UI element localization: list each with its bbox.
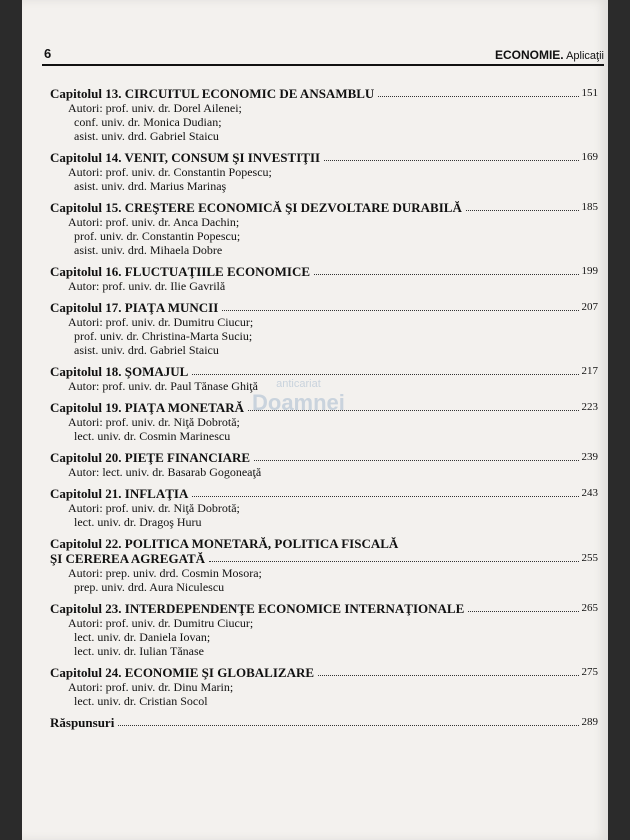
toc-entry-title: Capitolul 18. ŞOMAJUL	[50, 364, 189, 379]
toc-entry-title-row	[50, 601, 598, 616]
toc-entry-title-row	[50, 364, 598, 379]
toc-entry-author: asist. univ. drd. Gabriel Staicu	[74, 129, 219, 143]
toc-entry-title: Capitolul 24. ECONOMIE ŞI GLOBALIZARE	[50, 665, 315, 680]
dot-leader	[209, 561, 578, 562]
toc-entry-author: Autori: prof. univ. dr. Dorel Ailenei;	[68, 101, 242, 115]
watermark-line1: anticariat	[276, 378, 321, 390]
toc-entry-author: Autor: lect. univ. dr. Basarab Gogoneaţă	[68, 465, 262, 479]
toc-entry-page: 239	[581, 451, 598, 463]
toc-entry-title-row	[50, 486, 598, 501]
toc-entry-title-row	[50, 715, 598, 730]
toc-entry-author: Autori: prof. univ. dr. Niţă Dobrotă;	[68, 415, 240, 429]
toc-entry	[50, 264, 598, 293]
toc-entry-author: Autori: prof. univ. dr. Dumitru Ciucur;	[68, 616, 254, 630]
toc-entry-page: 151	[581, 87, 598, 99]
toc-entry	[50, 665, 598, 708]
toc-entry-author: asist. univ. drd. Gabriel Staicu	[74, 343, 219, 357]
toc-entry-page: 289	[581, 716, 598, 728]
toc-entry-title-row	[50, 264, 598, 279]
toc-entry-author: Autori: prep. univ. drd. Cosmin Mosora;	[68, 566, 262, 580]
toc-entry-author: lect. univ. dr. Daniela Iovan;	[74, 630, 211, 644]
toc-entry-author: Autori: prof. univ. dr. Niţă Dobrotă;	[68, 501, 240, 515]
toc-entry	[50, 86, 598, 143]
toc-entry-page: 217	[581, 365, 598, 377]
dot-leader	[118, 725, 578, 726]
table-of-contents	[50, 86, 598, 737]
book-page	[22, 0, 608, 840]
toc-entry-title-row	[50, 300, 598, 315]
dot-leader	[468, 611, 578, 612]
toc-entry-title: Capitolul 21. INFLAŢIA	[50, 486, 189, 501]
book-title-subtitle: Aplicaţii	[563, 50, 604, 62]
toc-entry-page: 255	[581, 552, 598, 564]
toc-entry-author: asist. univ. drd. Mihaela Dobre	[74, 243, 223, 257]
toc-entry-author: conf. univ. dr. Monica Dudian;	[74, 115, 222, 129]
toc-entry-title: Capitolul 23. INTERDEPENDENŢE ECONOMICE INTERNAŢIONALE	[50, 601, 465, 616]
toc-entry-page: 243	[581, 487, 598, 499]
toc-entry	[50, 715, 598, 730]
toc-entry-author: Autori: prof. univ. dr. Anca Dachin;	[68, 215, 240, 229]
toc-entry-page: 223	[581, 401, 598, 413]
toc-entry-author: lect. univ. dr. Cosmin Marinescu	[74, 429, 231, 443]
page-number: 6	[44, 46, 52, 61]
toc-entry-author: lect. univ. dr. Iulian Tănase	[74, 644, 204, 658]
dot-leader	[248, 410, 578, 411]
toc-entry-author: Autori: prof. univ. dr. Dumitru Ciucur;	[68, 315, 254, 329]
dot-leader	[318, 675, 578, 676]
toc-entry-title-row	[50, 665, 598, 680]
dot-leader	[314, 274, 578, 275]
toc-entry	[50, 450, 598, 479]
watermark-line2: Doamnei	[252, 390, 345, 415]
toc-entry-author: prep. univ. drd. Aura Niculescu	[74, 580, 225, 594]
toc-entry-page: 199	[581, 265, 598, 277]
toc-entry	[50, 486, 598, 529]
dot-leader	[192, 496, 578, 497]
toc-entry-author: prof. univ. dr. Christina-Marta Suciu;	[74, 329, 253, 343]
toc-entry-title: Capitolul 17. PIAŢA MUNCII	[50, 300, 219, 315]
toc-entry-title-row	[50, 150, 598, 165]
toc-entry-title-row	[50, 200, 598, 215]
toc-entry-page: 275	[581, 666, 598, 678]
dot-leader	[378, 96, 578, 97]
toc-entry-title: Capitolul 14. VENIT, CONSUM ŞI INVESTIŢII	[50, 150, 321, 165]
toc-entry	[50, 536, 598, 594]
toc-entry-title: Capitolul 19. PIAŢA MONETARĂ	[50, 400, 245, 415]
toc-entry-title: Capitolul 20. PIEŢE FINANCIARE	[50, 450, 251, 465]
toc-entry-author: Autor: prof. univ. dr. Ilie Gavrilă	[68, 279, 226, 293]
toc-entry-title: Răspunsuri	[50, 715, 115, 730]
dot-leader	[324, 160, 578, 161]
dot-leader	[222, 310, 578, 311]
toc-entry-author: Autori: prof. univ. dr. Dinu Marin;	[68, 680, 234, 694]
book-title	[495, 48, 604, 62]
toc-entry-author: Autor: prof. univ. dr. Paul Tănase Ghiţă	[68, 379, 258, 393]
toc-entry-title: Capitolul 15. CREŞTERE ECONOMICĂ ŞI DEZVOLTARE DURABILĂ	[50, 200, 462, 215]
toc-entry-author: lect. univ. dr. Cristian Socol	[74, 694, 208, 708]
toc-entry	[50, 400, 598, 443]
toc-entry	[50, 200, 598, 257]
toc-entry-title: Capitolul 13. CIRCUITUL ECONOMIC DE ANSAMBLU	[50, 86, 375, 101]
dot-leader	[192, 374, 578, 375]
dot-leader	[254, 460, 578, 461]
toc-entry-page: 185	[581, 201, 598, 213]
toc-entry-author: prof. univ. dr. Constantin Popescu;	[74, 229, 241, 243]
dot-leader	[466, 210, 579, 211]
toc-entry-author: asist. univ. drd. Marius Marinaş	[74, 179, 227, 193]
toc-entry	[50, 601, 598, 658]
toc-entry-author: Autori: prof. univ. dr. Constantin Popescu;	[68, 165, 272, 179]
toc-entry-title-row	[50, 86, 598, 101]
toc-entry	[50, 150, 598, 193]
toc-entry-title-line1: Capitolul 22. POLITICA MONETARĂ, POLITICA FISCALĂ	[50, 536, 399, 551]
toc-entry-title-row	[50, 551, 598, 566]
toc-entry-title-row	[50, 450, 598, 465]
toc-entry	[50, 364, 598, 393]
toc-entry-page: 169	[581, 151, 598, 163]
toc-entry-title-row	[50, 400, 598, 415]
toc-entry-author: lect. univ. dr. Dragoş Huru	[74, 515, 202, 529]
toc-entry-title: ŞI CEREREA AGREGATĂ	[50, 551, 206, 566]
toc-entry	[50, 300, 598, 357]
toc-entry-page: 265	[581, 602, 598, 614]
toc-entry-page: 207	[581, 301, 598, 313]
book-title-main: ECONOMIE.	[494, 48, 564, 62]
page-header	[42, 44, 604, 66]
toc-entry-title: Capitolul 16. FLUCTUAŢIILE ECONOMICE	[50, 264, 311, 279]
